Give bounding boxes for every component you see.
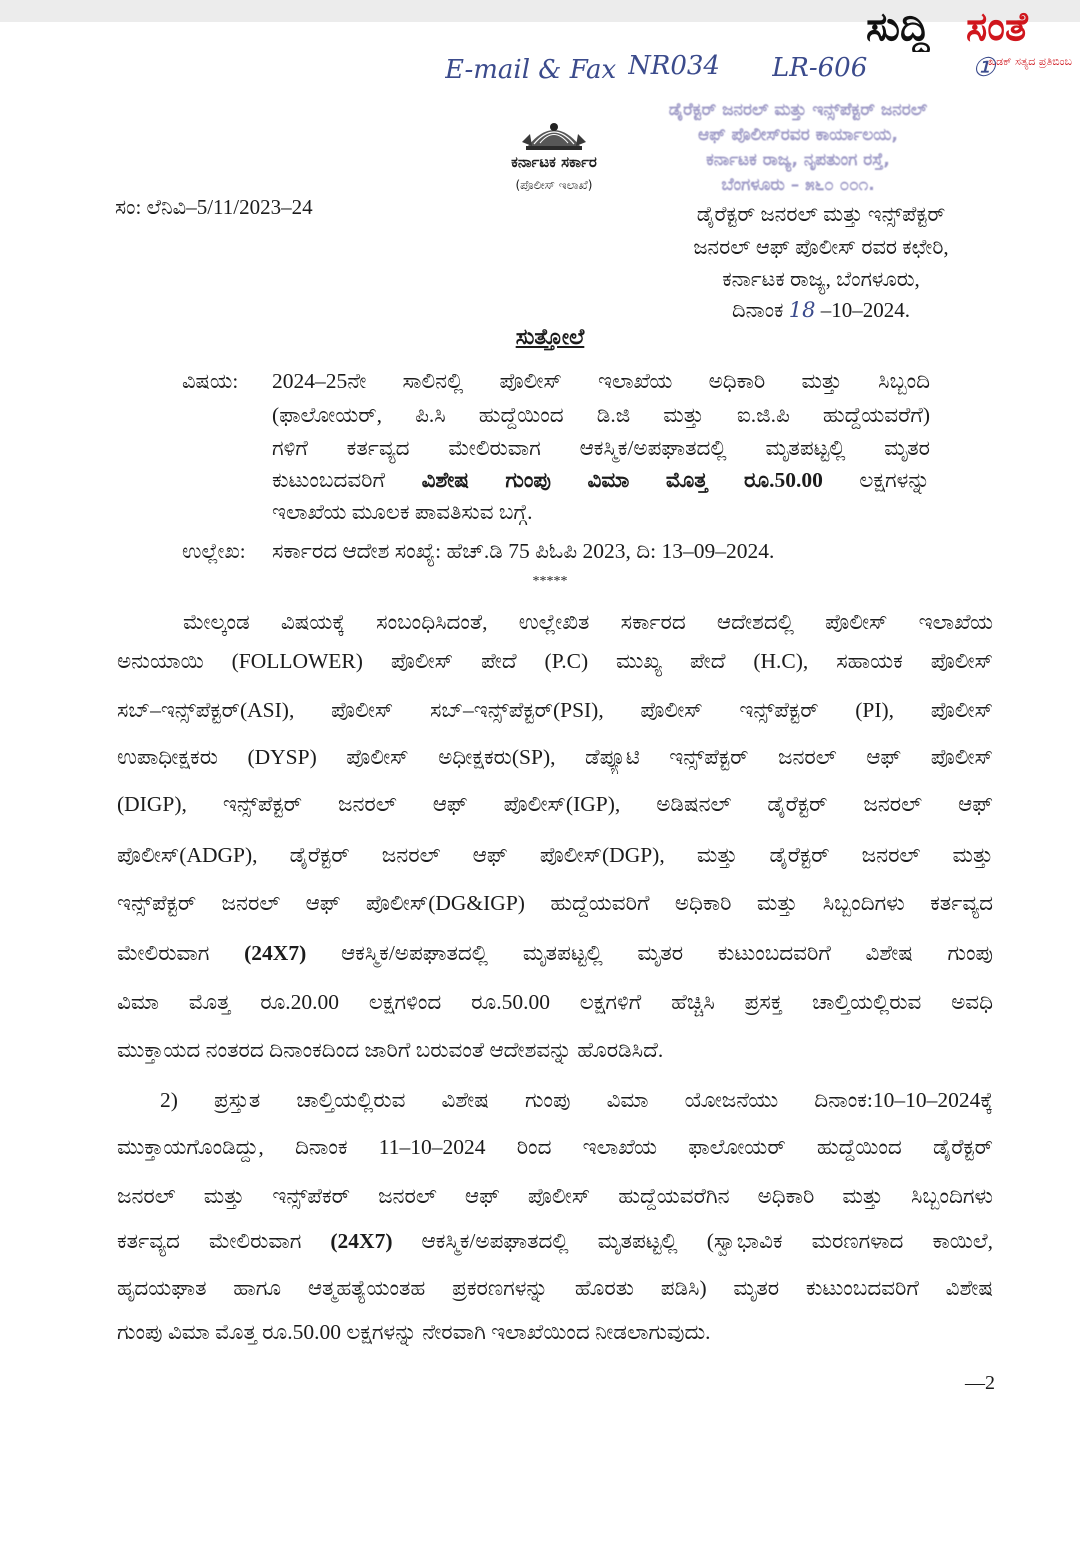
para2-line [117,1224,993,1258]
para2-line: ಗುಂಪು ವಿಮಾ ಮೊತ್ತ ರೂ.50.00 ಲಕ್ಷಗಳನ್ನು ನೇರವಾಗಿ ಇಲಾಖೆಯಿಂದ ನೀಡಲಾಗುವುದು. [117,1320,711,1344]
reference-label: ಉಲ್ಲೇಖ: [182,539,246,563]
para2-line: 2) ಪ್ರಸ್ತುತ ಚಾಲ್ತಿಯಲ್ಲಿರುವ ವಿಶೇಷ ಗುಂಪು ವಿಮಾ ಯೋಜನೆಯು ದಿನಾಂಕ:10–10–2024ಕ್ಕೆ [160,1088,993,1112]
para1-line: (DIGP), ಇನ್ಸ್‌ಪೆಕ್ಟರ್ ಜನರಲ್ ಆಫ್ ಪೊಲೀಸ್(IGP), ಅಡಿಷನಲ್ ಡೈರೆಕ್ಟರ್ ಜನರಲ್ ಆಫ್ [117,792,993,816]
subject-line: 2024–25ನೇ ಸಾಲಿನಲ್ಲಿ ಪೊಲೀಸ್ ಇಲಾಖೆಯ ಅಧಿಕಾರಿ ಮತ್ತು ಸಿಬ್ಬಂದಿ [272,369,930,393]
subject-bold-amount: ವಿಶೇಷ ಗುಂಪು ವಿಮಾ ಮೊತ್ತ ರೂ.50.00 [421,468,823,492]
handwritten-page-mark: ① [972,53,996,83]
state-emblem-icon [518,116,590,154]
separator: ***** [532,574,568,589]
para2-line: ಮುಕ್ತಾಯಗೊಂಡಿದ್ದು, ದಿನಾಂಕ 11–10–2024 ರಿಂದ ಇಲಾಖೆಯ ಫಾಲೋಯರ್ ಹುದ್ದೆಯಿಂದ ಡೈರೆಕ್ಟರ್ [117,1135,993,1159]
para2-line: ಜನರಲ್ ಮತ್ತು ಇನ್ಸ್‌ಪೆಕರ್ ಜನರಲ್ ಆಫ್ ಪೊಲೀಸ್ ಹುದ್ದೆಯವರೆಗಿನ ಅಧಿಕಾರಿ ಮತ್ತು ಸಿಬ್ಬಂದಿಗಳು [117,1184,993,1208]
para1-text: ಆಕಸ್ಮಿಕ/ಅಪಘಾತದಲ್ಲಿ ಮೃತಪಟ್ಟಲ್ಲಿ ಮೃತರ ಕುಟುಂಬದವರಿಗೆ ವಿಶೇಷ ಗುಂಪು [340,941,993,965]
government-name: ಕರ್ನಾಟಕ ಸರ್ಕಾರ [511,153,597,171]
para1-line: ಪೊಲೀಸ್(ADGP), ಡೈರೆಕ್ಟರ್ ಜನರಲ್ ಆಫ್ ಪೊಲೀಸ್(DGP), ಮತ್ತು ಡೈರೆಕ್ಟರ್ ಜನರಲ್ ಮತ್ತು [117,843,993,867]
subject-label: ವಿಷಯ: [182,369,239,393]
office-stamp [628,98,968,202]
para2-text: ಆಕಸ್ಮಿಕ/ಅಪಘಾತದಲ್ಲಿ ಮೃತಪಟ್ಟಲ್ಲಿ (ಸ್ವಾಭಾವಿಕ ಮರಣಗಳಾದ ಕಾಯಿಲೆ, [421,1229,993,1253]
para1-bold-24x7: (24X7) [244,941,307,965]
subject-text: ಲಕ್ಷಗಳನ್ನು [859,468,930,492]
office-address-line: ಜನರಲ್ ಆಫ್ ಪೊಲೀಸ್ ರವರ ಕಛೇರಿ, [693,235,949,259]
date-label: ದಿನಾಂಕ [732,298,784,322]
handwritten-mode: E-mail & Fax [445,55,617,85]
subject-line: (ಫಾಲೋಯರ್, ಪಿ.ಸಿ ಹುದ್ದೆಯಿಂದ ಡಿ.ಜಿ ಮತ್ತು ಐ.ಜಿ.ಪಿ ಹುದ್ದೆಯವರೆಗೆ) [272,403,930,427]
para2-text: ಕರ್ತವ್ಯದ ಮೇಲಿರುವಾಗ [117,1229,302,1253]
para2-bold-24x7: (24X7) [330,1229,393,1253]
subject-line: ಗಳಿಗೆ ಕರ್ತವ್ಯದ ಮೇಲಿರುವಾಗ ಆಕಸ್ಮಿಕ/ಅಪಘಾತದಲ್ಲಿ ಮೃತಪಟ್ಟಲ್ಲಿ ಮೃತರ [272,436,930,460]
para1-line: ವಿಮಾ ಮೊತ್ತ ರೂ.20.00 ಲಕ್ಷಗಳಿಂದ ರೂ.50.00 ಲಕ್ಷಗಳಿಗೆ ಹೆಚ್ಚಿಸಿ ಪ್ರಸಕ್ತ ಚಾಲ್ತಿಯಲ್ಲಿರುವ ಅವಧಿ [117,990,993,1014]
para1-line [117,936,993,970]
subject-text: ಕುಟುಂಬದವರಿಗೆ [272,468,386,492]
office-address-line: ಕರ್ನಾಟಕ ರಾಜ್ಯ, ಬೆಂಗಳೂರು, [722,267,920,291]
stamp-line: ಡೈರೆಕ್ಟರ್ ಜನರಲ್ ಮತ್ತು ಇನ್ಸ್‌ಪೆಕ್ಟರ್ ಜನರಲ್ [668,100,928,120]
para1-line: ಉಪಾಧೀಕ್ಷಕರು (DYSP) ಪೊಲೀಸ್ ಅಧೀಕ್ಷಕರು(SP), ಡೆಪ್ಯೂಟಿ ಇನ್ಸ್‌ಪೆಕ್ಟರ್ ಜನರಲ್ ಆಫ್ ಪೊಲೀಸ್ [117,745,993,769]
handwritten-ref-1: NR034 [628,51,720,81]
department-name: (ಪೊಲೀಸ್ ಇಲಾಖೆ) [515,178,593,192]
circular-title: ಸುತ್ತೋಲೆ [515,324,585,349]
stamp-line: ಬೆಂಗಳೂರು – ೫೬೦ ೦೦೧. [721,175,875,195]
subject-line [272,463,930,497]
para1-line: ಇನ್ಸ್‌ಪೆಕ್ಟರ್ ಜನರಲ್ ಆಫ್ ಪೊಲೀಸ್(DG&IGP) ಹುದ್ದೆಯವರಿಗೆ ಅಧಿಕಾರಿ ಮತ್ತು ಸಿಬ್ಬಂದಿಗಳು ಕರ್ತವ್ಯದ [117,891,993,915]
subject-line: ಇಲಾಖೆಯ ಮೂಲಕ ಪಾವತಿಸುವ ಬಗ್ಗೆ. [272,500,533,524]
stamp-line: ಆಫ್ ಪೊಲೀಸ್‌ರವರ ಕಾರ್ಯಾಲಯ, [698,125,898,145]
logo-word-1: ಸುದ್ದಿ [866,4,930,50]
logo-word-2: ಸಂತೆ [966,4,1028,50]
stamp-line: ಕರ್ನಾಟಕ ರಾಜ್ಯ, ನೃಪತುಂಗ ರಸ್ತೆ, [706,150,890,170]
para1-line: ಸಬ್–ಇನ್ಸ್‌ಪೆಕ್ಟರ್(ASI), ಪೊಲೀಸ್ ಸಬ್–ಇನ್ಸ್‌ಪೆಕ್ಟರ್(PSI), ಪೊಲೀಸ್ ಇನ್ಸ್‌ಪೆಕ್ಟರ್ (PI), ಪೊಲೀಸ್ [117,698,993,722]
logo-tagline: ಖಡಕ್ ಸತ್ಯದ ಪ್ರತಿಬಿಂಬ [988,55,1072,68]
date-month-year: –10–2024. [820,298,910,322]
date-day-handwritten: 18 [788,298,816,322]
office-address-line: ಡೈರೆಕ್ಟರ್ ಜನರಲ್ ಮತ್ತು ಇನ್ಸ್‌ಪೆಕ್ಟರ್ [696,202,946,226]
handwritten-ref-2: LR-606 [772,53,868,83]
para1-line: ಅನುಯಾಯಿ (FOLLOWER) ಪೊಲೀಸ್ ಪೇದೆ (P.C) ಮುಖ್ಯ ಪೇದೆ (H.C), ಸಹಾಯಕ ಪೊಲೀಸ್ [117,649,993,673]
document-date [645,294,997,326]
page-continuation-marker: ––2 [965,1372,995,1394]
para1-line: ಮುಕ್ತಾಯದ ನಂತರದ ದಿನಾಂಕದಿಂದ ಜಾರಿಗೆ ಬರುವಂತೆ ಆದೇಶವನ್ನು ಹೊರಡಿಸಿದೆ. [117,1038,664,1062]
para1-line: ಮೇಲ್ಕಂಡ ವಿಷಯಕ್ಕೆ ಸಂಬಂಧಿಸಿದಂತೆ, ಉಲ್ಲೇಖಿತ ಸರ್ಕಾರದ ಆದೇಶದಲ್ಲಿ ಪೊಲೀಸ್ ಇಲಾಖೆಯ [183,610,993,634]
reference-number: ಸಂ: ಲೆನಿವಿ–5/11/2023–24 [115,195,313,219]
para1-text: ಮೇಲಿರುವಾಗ [117,941,210,965]
para2-line: ಹೃದಯಘಾತ ಹಾಗೂ ಆತ್ಮಹತ್ಯೆಯಂತಹ ಪ್ರಕರಣಗಳನ್ನು ಹೊರತು ಪಡಿಸಿ) ಮೃತರ ಕುಟುಂಬದವರಿಗೆ ವಿಶೇಷ [117,1276,993,1300]
reference-text: ಸರ್ಕಾರದ ಆದೇಶ ಸಂಖ್ಯೆ: ಹೆಚ್.ಡಿ 75 ಪಿಓಪಿ 2023, ದಿ: 13–09–2024. [272,539,775,563]
